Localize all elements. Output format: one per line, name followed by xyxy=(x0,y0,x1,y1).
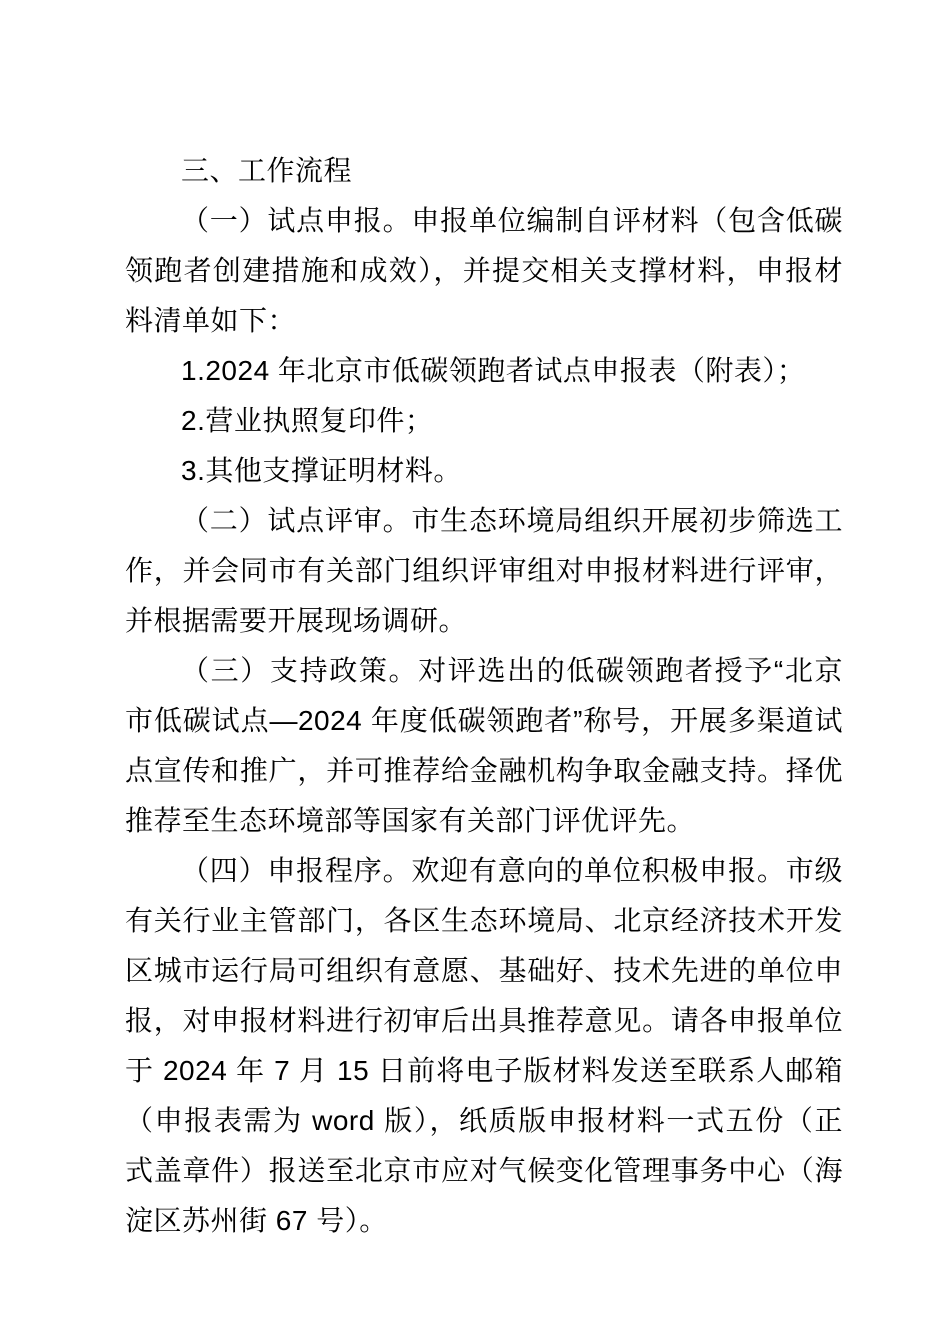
paragraph-pilot-review: （二）试点评审。市生态环境局组织开展初步筛选工作，并会同市有关部门组织评审组对申报材料进行评审，并根据需要开展现场调研。 xyxy=(125,505,843,636)
list-item-application-form: 1.2024 年北京市低碳领跑者试点申报表（附表）； xyxy=(181,355,806,386)
paragraph-support-policy: （三）支持政策。对评选出的低碳领跑者授予“北京市低碳试点—2024 年度低碳领跑者”称号，开展多渠道试点宣传和推广，并可推荐给金融机构争取金融支持。择优推荐至生态环境部等国家有关部门评优评先。 xyxy=(125,655,843,836)
document-body xyxy=(125,146,843,1246)
section-heading: 三、工作流程 xyxy=(181,155,353,186)
list-item-business-license: 2.营业执照复印件； xyxy=(181,405,434,436)
list-item-supporting-materials: 3.其他支撑证明材料。 xyxy=(181,455,462,486)
paragraph-pilot-application: （一）试点申报。申报单位编制自评材料（包含低碳领跑者创建措施和成效），并提交相关支撑材料，申报材料清单如下： xyxy=(125,205,843,336)
paragraph-application-procedure: （四）申报程序。欢迎有意向的单位积极申报。市级有关行业主管部门，各区生态环境局、北京经济技术开发区城市运行局可组织有意愿、基础好、技术先进的单位申报，对申报材料进行初审后出具推荐意见。请各申报单位于 2024 年 7 月 15 日前将电子版材料发送至联系人邮箱（申报表需为 word 版），纸质版申报材料一式五份（正式盖章件）报送至北京市应对气候变化管理事务中心（海淀区苏州街 67 号）。 xyxy=(125,855,843,1236)
